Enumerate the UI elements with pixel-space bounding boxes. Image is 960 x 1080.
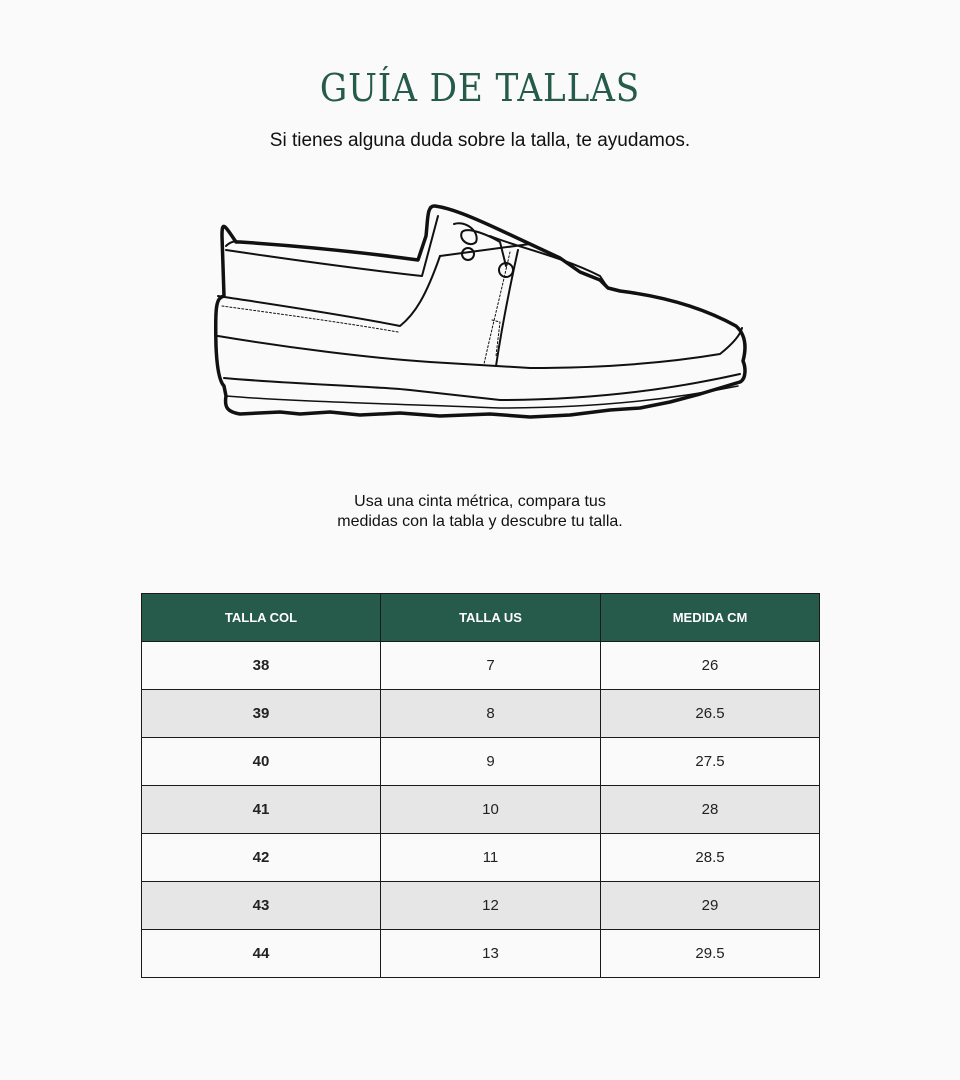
- table-row: [142, 834, 820, 882]
- cell-medida-cm: 29.5: [601, 930, 820, 978]
- cell-talla-col: 43: [142, 882, 381, 930]
- instructions-line-1: Usa una cinta métrica, compara tus: [354, 493, 606, 510]
- cell-talla-us: 7: [381, 642, 601, 690]
- instructions-text: [0, 492, 960, 532]
- table-row: [142, 930, 820, 978]
- cell-medida-cm: 26.5: [601, 690, 820, 738]
- cell-talla-col: 42: [142, 834, 381, 882]
- cell-medida-cm: 27.5: [601, 738, 820, 786]
- table-row: [142, 642, 820, 690]
- instructions-line-2: medidas con la tabla y descubre tu talla.: [337, 513, 623, 530]
- table-header-row: [142, 594, 820, 642]
- cell-talla-us: 13: [381, 930, 601, 978]
- cell-medida-cm: 28.5: [601, 834, 820, 882]
- header-medida-cm: MEDIDA CM: [601, 594, 820, 642]
- page-subtitle: Si tienes alguna duda sobre la talla, te ayudamos.: [269, 130, 691, 151]
- table-row: [142, 738, 820, 786]
- cell-talla-col: 44: [142, 930, 381, 978]
- table-row: [142, 882, 820, 930]
- cell-talla-us: 9: [381, 738, 601, 786]
- cell-medida-cm: 29: [601, 882, 820, 930]
- cell-talla-us: 8: [381, 690, 601, 738]
- table-row: [142, 786, 820, 834]
- page-title: GUÍA DE TALLAS: [319, 66, 641, 110]
- shoe-line-drawing-icon: [200, 196, 760, 432]
- header-talla-col: TALLA COL: [142, 594, 381, 642]
- cell-talla-us: 12: [381, 882, 601, 930]
- cell-talla-col: 41: [142, 786, 381, 834]
- cell-talla-col: 38: [142, 642, 381, 690]
- header-talla-us: TALLA US: [381, 594, 601, 642]
- size-chart-table: [141, 593, 820, 978]
- cell-talla-col: 40: [142, 738, 381, 786]
- cell-talla-us: 10: [381, 786, 601, 834]
- cell-medida-cm: 28: [601, 786, 820, 834]
- cell-medida-cm: 26: [601, 642, 820, 690]
- cell-talla-col: 39: [142, 690, 381, 738]
- cell-talla-us: 11: [381, 834, 601, 882]
- table-row: [142, 690, 820, 738]
